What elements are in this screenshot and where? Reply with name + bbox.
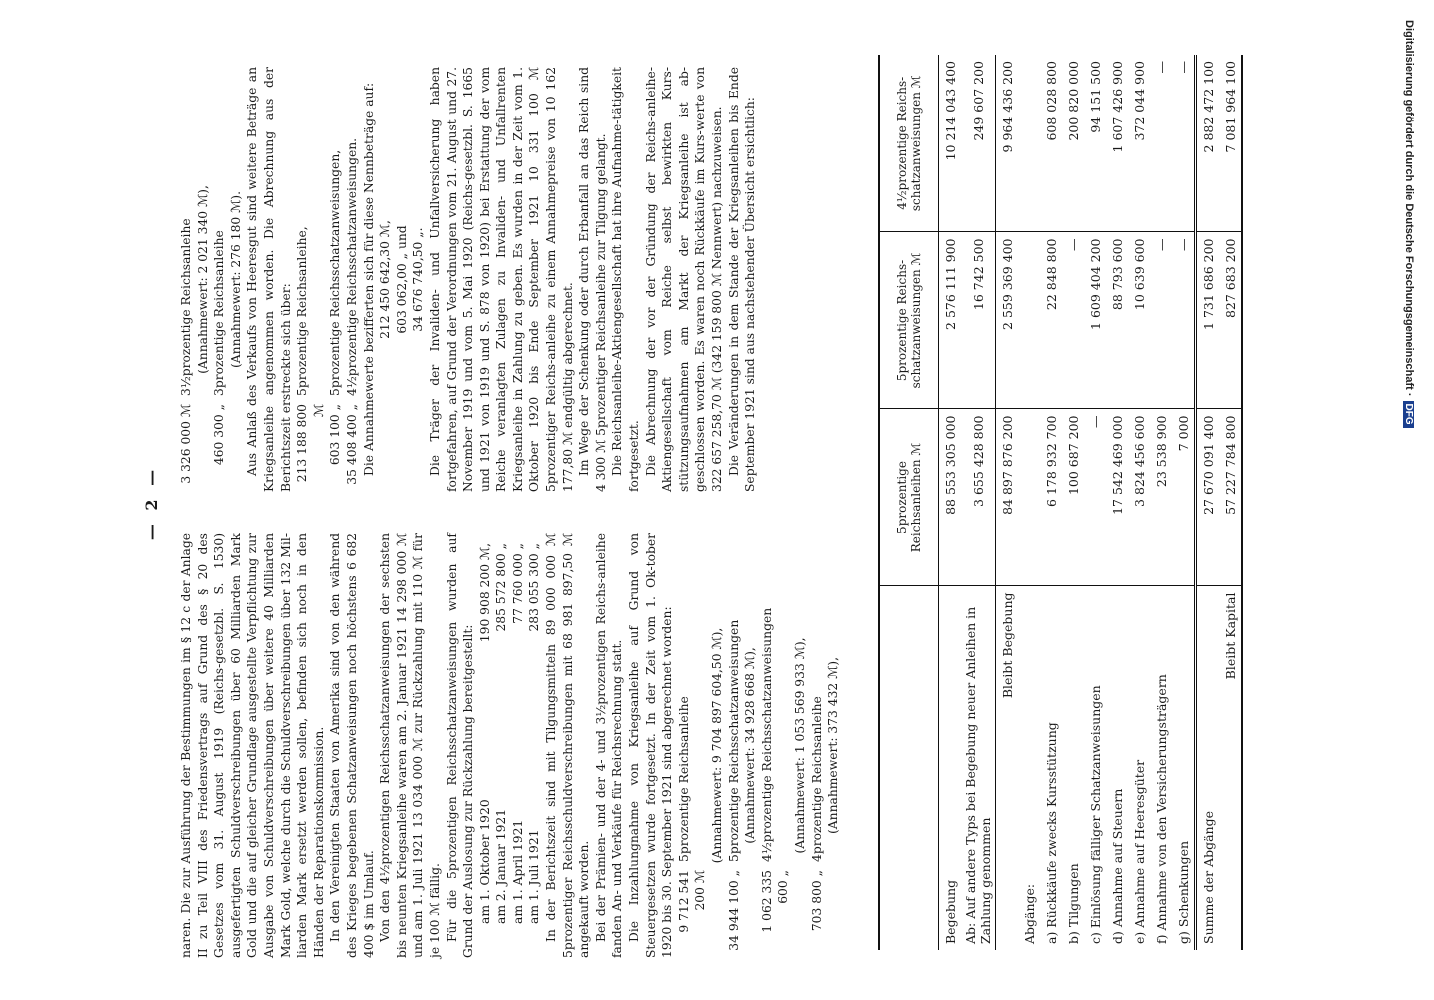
amount-note: (Annahmewert: 2 021 340 ℳ),: [195, 185, 210, 374]
table-cell: 7 000: [1172, 409, 1196, 586]
value-line: 603 062,00 „ und: [394, 225, 409, 334]
credit-text: Digitalisierung gefördert durch die Deutsche Forschungsgemeinschaft ·: [1403, 20, 1415, 397]
table-cell: 3 824 456 600: [1128, 409, 1150, 586]
table-header-row: [879, 55, 939, 950]
table-row: [1150, 55, 1172, 950]
row-label: b) Tilgungen: [1065, 863, 1081, 944]
paragraph: In der Berichtszeit sind mit Tilgungsmitteln 89 000 000 ℳ 5prozentiger Reichsschuldverschreibungen mit 68 981 897,50 ℳ angekauft worden.: [544, 533, 592, 958]
table-cell: 3 655 428 800: [961, 409, 996, 586]
amount-note: (Annahmewert: 276 180 ℳ).: [228, 191, 243, 368]
paragraph: Aus Anlaß des Verkaufs von Heeresgut sind weitere Beträge an Kriegsanleihe angenommen worden. Die Abrechnung aus der Berichtszeit erstreckte sich über:: [245, 67, 293, 492]
row-label: Ab: Auf andere Typs bei Begebung neuer Anleihen in Zahlung genommen: [963, 606, 993, 944]
amount-note: (Annahmewert: 1 053 569 933 ℳ),: [792, 637, 807, 854]
table-header-cell: [879, 586, 939, 950]
row-label: Summe der Abgänge: [1196, 586, 1220, 950]
table-cell: 10 639 600: [1128, 232, 1150, 409]
row-label: d) Annahme auf Steuern: [1109, 788, 1125, 944]
paragraph: Bei der Prämien- und der 4- und 3½prozentigen Reichs-anleihe fanden An- und Verkäufe für Reichsrechnung statt.: [593, 533, 625, 958]
amount-entry: 460 300 „ 3prozentige Reichsanleihe: [212, 230, 227, 466]
page-number-header: — 2 —: [142, 465, 161, 541]
table-row: [1219, 55, 1242, 950]
amount-entry: 1 062 335 600 „ 4½prozentige Reichsschatzanweisungen: [759, 607, 791, 933]
list-item: am 1. Oktober 1920 190 908 200 ℳ,: [477, 543, 492, 924]
table-cell: 94 151 500: [1084, 55, 1106, 232]
table-row: [1062, 55, 1084, 950]
table-cell: 16 742 500: [961, 232, 996, 409]
value-line: 34 676 740,50 „.: [411, 227, 426, 332]
table-cell: —: [1150, 55, 1172, 232]
row-label: Begebung: [942, 879, 958, 944]
table-cell: 27 670 091 400: [1196, 409, 1220, 586]
table-cell: 57 227 784 800: [1219, 409, 1242, 586]
list-item: am 2. Januar 1921 285 572 800 „: [494, 543, 509, 924]
right-column: [178, 67, 759, 492]
table-row: [1084, 55, 1106, 950]
scanned-page: [110, 38, 1400, 968]
table-cell: 2 576 111 900: [939, 232, 962, 409]
table-cell: 17 542 469 000: [1106, 409, 1128, 586]
paragraph: Die Veränderungen in dem Stande der Kriegsanleihen bis Ende September 1921 sind aus nachstehender Übersicht ersichtlich:: [726, 67, 758, 492]
list-item: am 1. Juli 1921 283 055 300 „: [527, 543, 542, 924]
table-cell: —: [1172, 232, 1196, 409]
paragraph: Die Träger der Invaliden- und Unfallversicherung haben fortgefahren, auf Grund der Verordnungen vom 21. August und 27. November 1919 und vom 5. Mai 1920 (Reichs-gesetzbl. S. 1665 und 1921 von 1919 und S. 878 von 1920) bei Erstattung der vom Reiche veranlagten Zulagen zu Invaliden- und Unfallrenten Kriegsanleihe in Zahlung zu geben. Es wurden in der Zeit vom 1. Oktober 1920 bis Ende September 1921 10 331 100 ℳ 5prozentiger Reichs-anleihe zu einem Annahmepreise von 10 162 177,80 ℳ endgültig abgerechnet.: [427, 67, 575, 492]
table-cell: 88 553 305 000: [939, 409, 962, 586]
table-row: [1172, 55, 1196, 950]
table-cell: 23 538 900: [1150, 409, 1172, 586]
table-header-cell: 5prozentige Reichs-schatzanweisungen ℳ: [879, 232, 939, 409]
row-label: Bleibt Kapital: [1222, 592, 1238, 680]
row-label: a) Rückkäufe zwecks Kursstützung: [1043, 722, 1059, 944]
table-cell: —: [1084, 409, 1106, 586]
table-row: [1106, 55, 1128, 950]
paragraph: Im Wege der Schenkung oder durch Erbanfall an das Reich sind 4 300 ℳ 5prozentiger Reichsanleihe zur Tilgung gelangt.: [577, 67, 608, 492]
table-cell: —: [1062, 232, 1084, 409]
row-label: c) Einlösung fälliger Schatzanweisungen: [1087, 685, 1103, 944]
dfg-logo-badge: DFG: [1403, 401, 1414, 428]
amount-entry: 35 408 400 „ 4½prozentige Reichsschatzanweisungen.: [344, 137, 359, 485]
value-line: 212 450 642,30 ℳ,: [378, 220, 393, 339]
amount-note: (Annahmewert: 9 704 897 604,50 ℳ),: [710, 627, 724, 864]
table-row: [1196, 55, 1220, 950]
table-cell: 9 964 436 200: [996, 55, 1019, 232]
paragraph: Von den 4½prozentigen Reichsschatzanweisungen der sechsten bis neunten Kriegsanleihe waren am 2. Januar 1921 14 298 000 ℳ und am 1. Juli 1921 13 034 000 ℳ zur Rückzahlung mit 110 ℳ für je 100 ℳ fällig.: [378, 533, 442, 958]
row-label: f) Annahme von den Versicherungsträgern: [1153, 674, 1169, 944]
table-cell: 2 882 472 100: [1196, 55, 1220, 232]
paragraph: Die Reichsanleihe-Aktiengesellschaft hat ihre Aufnahme-tätigkeit fortgesetzt.: [610, 67, 642, 492]
table-row: [996, 55, 1019, 950]
left-column: [178, 533, 842, 958]
amount-note: (Annahmewert: 373 432 ℳ),: [826, 657, 841, 834]
table-row: [961, 55, 996, 950]
table-cell: —: [1172, 55, 1196, 232]
table-cell: 1 609 404 200: [1084, 232, 1106, 409]
table-row: [1040, 55, 1062, 950]
table-cell: 249 607 200: [961, 55, 996, 232]
table-cell: 7 081 964 100: [1219, 55, 1242, 232]
table-cell: 1 607 426 900: [1106, 55, 1128, 232]
amount-note: (Annahmewert: 34 928 668 ℳ),: [743, 647, 758, 844]
table-cell: 827 683 200: [1219, 232, 1242, 409]
table-cell: 6 178 932 700: [1040, 409, 1062, 586]
amount-entry: 703 800 „ 4prozentige Reichsanleihe: [809, 696, 824, 932]
digitization-credit: [1403, 20, 1415, 428]
table-cell: 22 848 800: [1040, 232, 1062, 409]
amount-entry: 603 100 „ 5prozentige Reichsschatzanweisungen,: [328, 149, 343, 466]
paragraph: Die Inzahlungnahme von Kriegsanleihe auf Grund von Steuergesetzen wurde fortgesetzt. In der Zeit vom 1. Ok-tober 1920 bis 30. September 1921 sind abgerechnet worden:: [627, 533, 675, 958]
table-header-cell: 5prozentige Reichsanleihen ℳ: [879, 409, 939, 586]
row-label: g) Schenkungen: [1175, 840, 1191, 944]
amount-entry: 34 944 100 „ 5prozentige Reichsschatzanweisungen: [726, 619, 741, 951]
row-label: Abgänge:: [1021, 883, 1037, 944]
table-cell: 372 044 900: [1128, 55, 1150, 232]
row-label: Bleibt Begebung: [999, 592, 1015, 699]
table-row: [939, 55, 962, 950]
table-cell: 88 793 600: [1106, 232, 1128, 409]
paragraph: Die Annahmewerte bezifferten sich für diese Nennbeträge auf:: [361, 82, 376, 476]
digitization-credit-strip: [1396, 0, 1434, 1000]
table-row: [1128, 55, 1150, 950]
table-cell: 200 820 000: [1062, 55, 1084, 232]
amount-entry: 213 188 800 ℳ 5prozentige Reichsanleihe,: [295, 226, 326, 483]
list-item: am 1. April 1921 77 760 000 „: [510, 543, 525, 924]
table-cell: 100 687 200: [1062, 409, 1084, 586]
table-cell: 608 028 800: [1040, 55, 1062, 232]
table-cell: 10 214 043 400: [939, 55, 962, 232]
row-label: e) Annahme auf Heeresgüter: [1131, 759, 1147, 944]
table-cell: —: [1150, 232, 1172, 409]
paragraph: Die Abrechnung der vor der Gründung der Reichs-anleihe-Aktiengesellschaft vom Reiche selbst bewirkten Kurs-stützungsaufnahmen am Markt der Kriegsanleihe ist ab-geschlossen worden. Es waren noch Rückkäufe im Kurs-werte von 322 657 258,70 ℳ (342 159 800 ℳ Nennwert) nachzuweisen.: [643, 67, 724, 492]
table-row: [1018, 55, 1040, 950]
paragraph: Für die 5prozentigen Reichsschatzanweisungen wurden auf Grund der Auslosung zur Rückzahlung bereitgestellt:: [444, 533, 476, 958]
war-loans-table: [878, 55, 1243, 950]
paragraph: In den Vereinigten Staaten von Amerika sind von den während des Krieges begebenen Schatzanweisungen noch höchstens 6 682 400 $ im Umlauf.: [328, 533, 376, 958]
redemption-list: [477, 533, 543, 958]
table-cell: 2 559 369 400: [996, 232, 1019, 409]
table-cell: 1 731 686 200: [1196, 232, 1220, 409]
amount-entry: 3 326 000 ℳ 3½prozentige Reichsanleihe: [179, 218, 193, 484]
amount-entry: 9 712 541 200 ℳ 5prozentige Reichsanleihe: [676, 696, 708, 933]
table-header-cell: 4½prozentige Reichs-schatzanweisungen ℳ: [879, 55, 939, 232]
paragraph: naren. Die zur Ausführung der Bestimmungen im § 12 c der Anlage II zu Teil VIII des Friedensvertrags auf Grund des § 20 des Gesetzes vom 31. August 1919 (Reichs-gesetzbl. S. 1530) ausgefertigten Schuldverschreibungen über 60 Milliarden Mark Gold und die auf gleicher Grundlage ausgestellte Verpflichtung zur Ausgabe von Schuldverschreibungen über weitere 40 Milliarden Mark Gold, welche durch die Schuldverschreibungen über 132 Mil-liarden Mark ersetzt werden sollen, befinden sich noch in den Händen der Reparationskommission.: [179, 533, 326, 958]
table-cell: 84 897 876 200: [996, 409, 1019, 586]
